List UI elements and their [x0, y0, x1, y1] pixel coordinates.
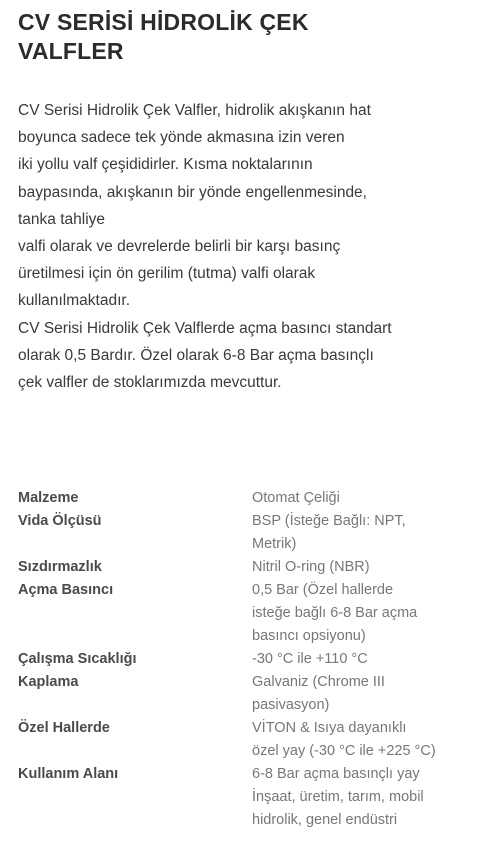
spec-value-line: özel yay (-30 °C ile +225 °C) [252, 743, 436, 759]
spec-label: Çalışma Sıcaklığı [18, 651, 137, 667]
page-title-line-2: VALFLER [18, 38, 124, 64]
spec-row [18, 487, 468, 510]
spec-row [18, 556, 468, 579]
description-line: CV Serisi Hidrolik Çek Valflerde açma basıncı standart [18, 319, 392, 337]
spec-value-line: isteğe bağlı 6-8 Bar açma [252, 605, 418, 621]
page-title [18, 8, 468, 66]
spec-value-line: Nitril O-ring (NBR) [252, 559, 370, 575]
spec-value [252, 717, 468, 763]
spec-value-line: 0,5 Bar (Özel hallerde [252, 582, 394, 598]
spec-value-line: hidrolik, genel endüstri [252, 812, 398, 828]
description-line: boyunca sadece tek yönde akmasına izin veren [18, 129, 345, 147]
spec-value [252, 763, 468, 832]
description-line: çek valfler de stoklarımızda mevcuttur. [18, 374, 282, 392]
spec-row [18, 671, 468, 717]
spec-value [252, 648, 468, 671]
spec-value-line: pasivasyon) [252, 697, 330, 713]
description-line: iki yollu valf çeşididirler. Kısma noktalarının [18, 156, 313, 174]
spec-row [18, 648, 468, 671]
spec-value [252, 487, 468, 510]
spec-label: Kullanım Alanı [18, 766, 119, 782]
spec-value [252, 556, 468, 579]
description-line: CV Serisi Hidrolik Çek Valfler, hidrolik akışkanın hat [18, 102, 371, 119]
spec-value-line: Metrik) [252, 536, 297, 552]
spec-label: Sızdırmazlık [18, 559, 102, 575]
spec-value-line: Galvaniz (Chrome III [252, 674, 385, 690]
spec-label: Özel Hallerde [18, 720, 110, 736]
spec-value-line: -30 °C ile +110 °C [252, 651, 368, 667]
spec-label: Vida Ölçüsü [18, 513, 102, 529]
spec-label: Kaplama [18, 674, 79, 690]
spec-value-line: Otomat Çeliği [252, 490, 340, 506]
spec-value-line: basıncı opsiyonu) [252, 628, 366, 644]
spec-label: Malzeme [18, 490, 79, 506]
spec-table [18, 487, 468, 832]
spec-value [252, 671, 468, 717]
description-line: olarak 0,5 Bardır. Özel olarak 6-8 Bar açma basınçlı [18, 346, 374, 364]
spec-row [18, 510, 468, 556]
description-line: baypasında, akışkanın bir yönde engellenmesinde, [18, 183, 367, 201]
description-line: kullanılmaktadır. [18, 292, 130, 310]
spec-value [252, 579, 468, 648]
spec-value-line: VİTON & Isıya dayanıklı [252, 720, 407, 736]
spec-value-line: 6-8 Bar açma basınçlı yay [252, 766, 420, 782]
spec-label: Açma Basıncı [18, 582, 114, 598]
spec-row [18, 763, 468, 832]
product-description [18, 97, 468, 396]
spec-value-line: BSP (İsteğe Bağlı: NPT, [252, 513, 406, 529]
description-line: tanka tahliye [18, 210, 106, 228]
description-line: üretilmesi için ön gerilim (tutma) valfi olarak [18, 265, 316, 283]
spec-value-line: İnşaat, üretim, tarım, mobil [252, 789, 424, 805]
page-title-line-1: CV SERİSİ HİDROLİK ÇEK [18, 9, 309, 35]
description-line: valfi olarak ve devrelerde belirli bir karşı basınç [18, 238, 341, 256]
spec-row [18, 579, 468, 648]
spec-value [252, 510, 468, 556]
spec-row [18, 717, 468, 763]
